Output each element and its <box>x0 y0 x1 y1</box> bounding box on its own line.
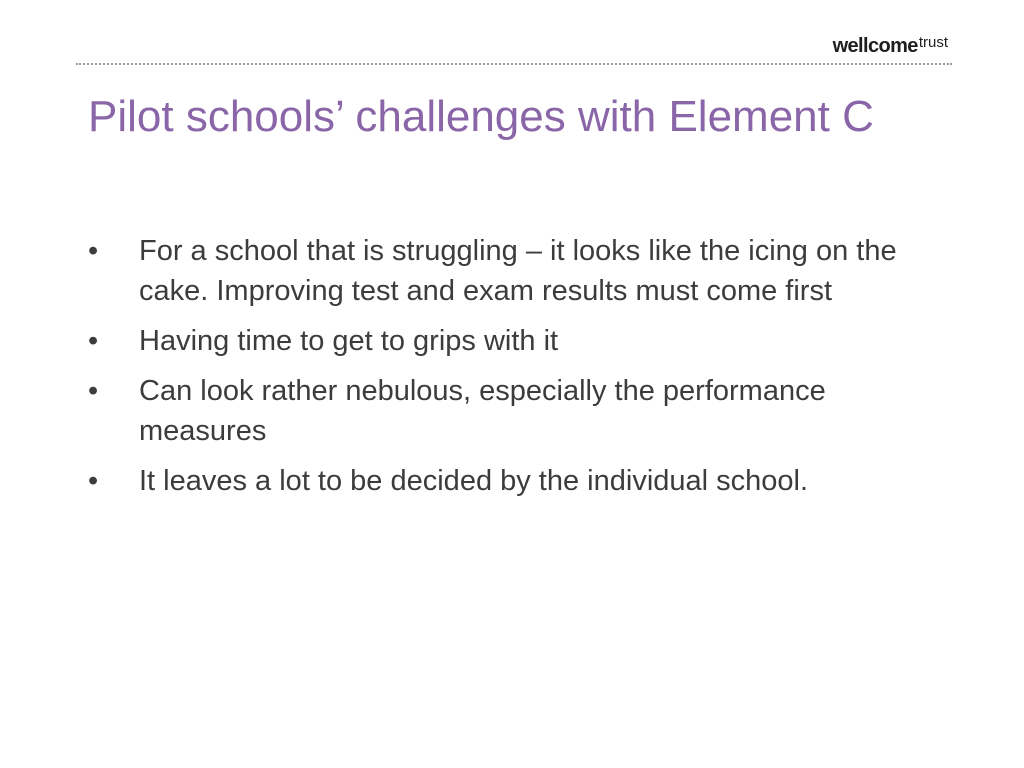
bullet-marker: • <box>88 465 99 497</box>
bullet-marker: • <box>88 235 99 267</box>
bullet-item <box>88 231 948 311</box>
slide-title: Pilot schools’ challenges with Element C <box>88 92 874 141</box>
bullet-marker: • <box>88 325 99 357</box>
bullet-item <box>88 321 948 361</box>
bullet-item <box>88 371 948 451</box>
bullet-text: Having time to get to grips with it <box>139 325 559 357</box>
bullet-text: For a school that is struggling – it looks like the icing on the cake. Improving test and exam results must come first <box>139 235 897 307</box>
logo-wordmark: wellcome <box>832 35 918 57</box>
bullet-text: Can look rather nebulous, especially the performance measures <box>139 375 826 447</box>
bullet-item <box>88 461 948 501</box>
bullet-list <box>88 231 948 511</box>
logo-suffix: trust <box>918 34 948 51</box>
bullet-marker: • <box>88 375 99 407</box>
wellcome-trust-logo <box>833 34 948 58</box>
header-divider <box>76 63 952 65</box>
bullet-text: It leaves a lot to be decided by the individual school. <box>139 465 809 497</box>
